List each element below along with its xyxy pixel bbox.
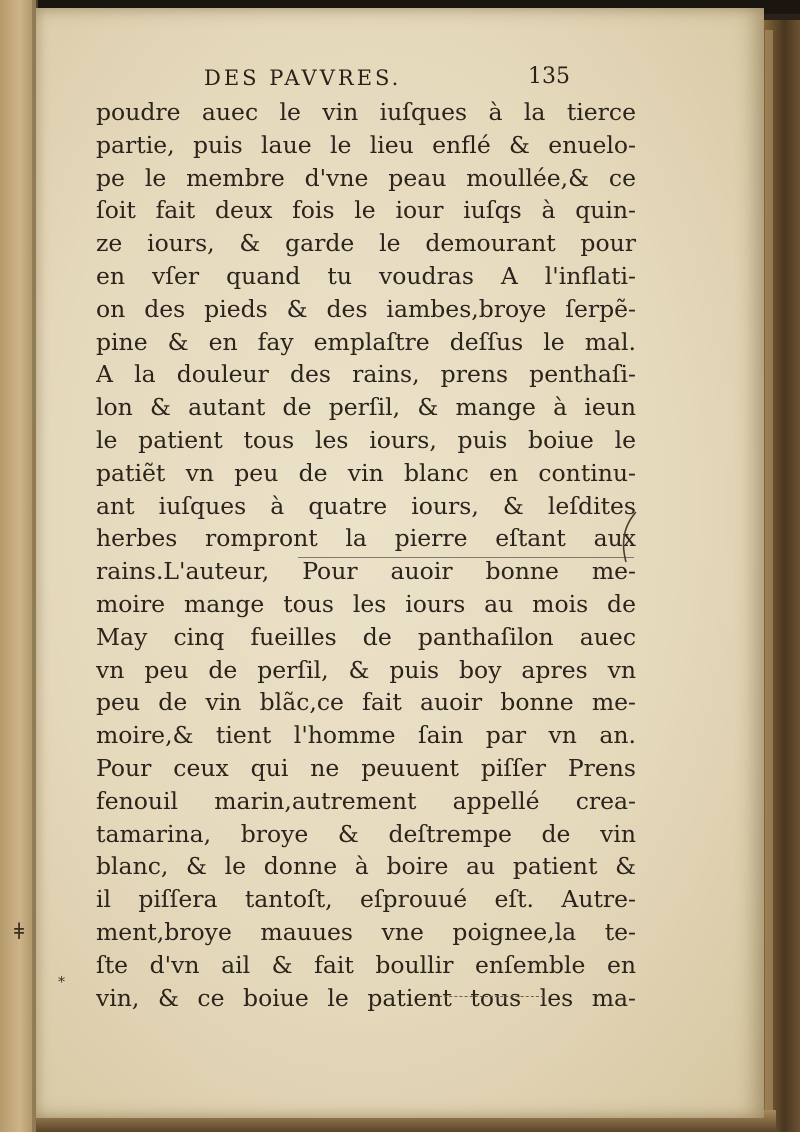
text-line: moire mange tous les iours au mois de bbox=[96, 589, 636, 618]
page-number: 135 bbox=[528, 64, 570, 89]
text-line: fenouil marin,autrement appellé crea- bbox=[96, 786, 636, 815]
text-line: ment,broye mauues vne poignee,la te- bbox=[96, 917, 636, 946]
text-line: rains.L'auteur, Pour auoir bonne me- bbox=[96, 557, 636, 586]
text-line: Pour ceux qui ne peuuent piſſer Prens bbox=[96, 753, 636, 782]
text-line: le patient tous les iours, puis boiue le bbox=[96, 425, 636, 454]
text-line: ant iuſques à quatre iours, & leſdites bbox=[96, 491, 636, 520]
margin-mark-2: ⁎ bbox=[58, 970, 65, 986]
book-page bbox=[14, 8, 764, 1118]
text-line: en vſer quand tu voudras A l'inflati- bbox=[96, 261, 636, 290]
text-line: pine & en fay emplaſtre deſſus le mal. bbox=[96, 327, 636, 356]
binding-highlight bbox=[765, 30, 773, 1120]
text-line: poudre auec le vin iuſques à la tierce bbox=[96, 98, 636, 126]
text-line: ſoit fait deux fois le iour iuſqs à quin- bbox=[96, 196, 636, 225]
text-line: herbes rompront la pierre eſtant aux bbox=[96, 524, 636, 553]
text-line: patiẽt vn peu de vin blanc en continu- bbox=[96, 458, 636, 487]
text-line: tamarina, broye & deſtrempe de vin bbox=[96, 819, 636, 848]
underline-ink-mark bbox=[298, 557, 634, 558]
bottom-rule bbox=[434, 996, 544, 997]
text-line: on des pieds & des iambes,broye ſerpẽ- bbox=[96, 294, 636, 323]
text-line: moire,& tient l'homme ſain par vn an. bbox=[96, 721, 636, 750]
margin-mark-1: ǂ bbox=[14, 920, 25, 945]
text-line: A la douleur des rains, prens penthaſi- bbox=[96, 360, 636, 389]
text-line: ſte d'vn ail & fait boullir enſemble en bbox=[96, 950, 636, 979]
text-line: blanc, & le donne à boire au patient & bbox=[96, 852, 636, 881]
running-head-title: DES PAVVRES. bbox=[204, 66, 402, 90]
margin-bracket-mark bbox=[606, 508, 646, 568]
text-line: May cinq fueilles de panthaſilon auec bbox=[96, 622, 636, 651]
text-line: vn peu de perſil, & puis boy apres vn bbox=[96, 655, 636, 684]
previous-leaf-edge bbox=[0, 0, 36, 1132]
text-line: peu de vin blãc,ce fait auoir bonne me- bbox=[96, 688, 636, 717]
text-line: vin, & ce boiue le patient tous les ma- bbox=[96, 983, 636, 1012]
body-text bbox=[96, 96, 636, 1014]
text-line: pe le membre d'vne peau moullée,& ce bbox=[96, 163, 636, 192]
text-line: lon & autant de perſil, & mange à ieun bbox=[96, 393, 636, 422]
text-line: partie, puis laue le lieu enflé & enuelo- bbox=[96, 130, 636, 159]
text-line: il piſſera tantoſt, eſprouué eſt. Autre- bbox=[96, 885, 636, 914]
text-line: ze iours, & garde le demourant pour bbox=[96, 229, 636, 258]
